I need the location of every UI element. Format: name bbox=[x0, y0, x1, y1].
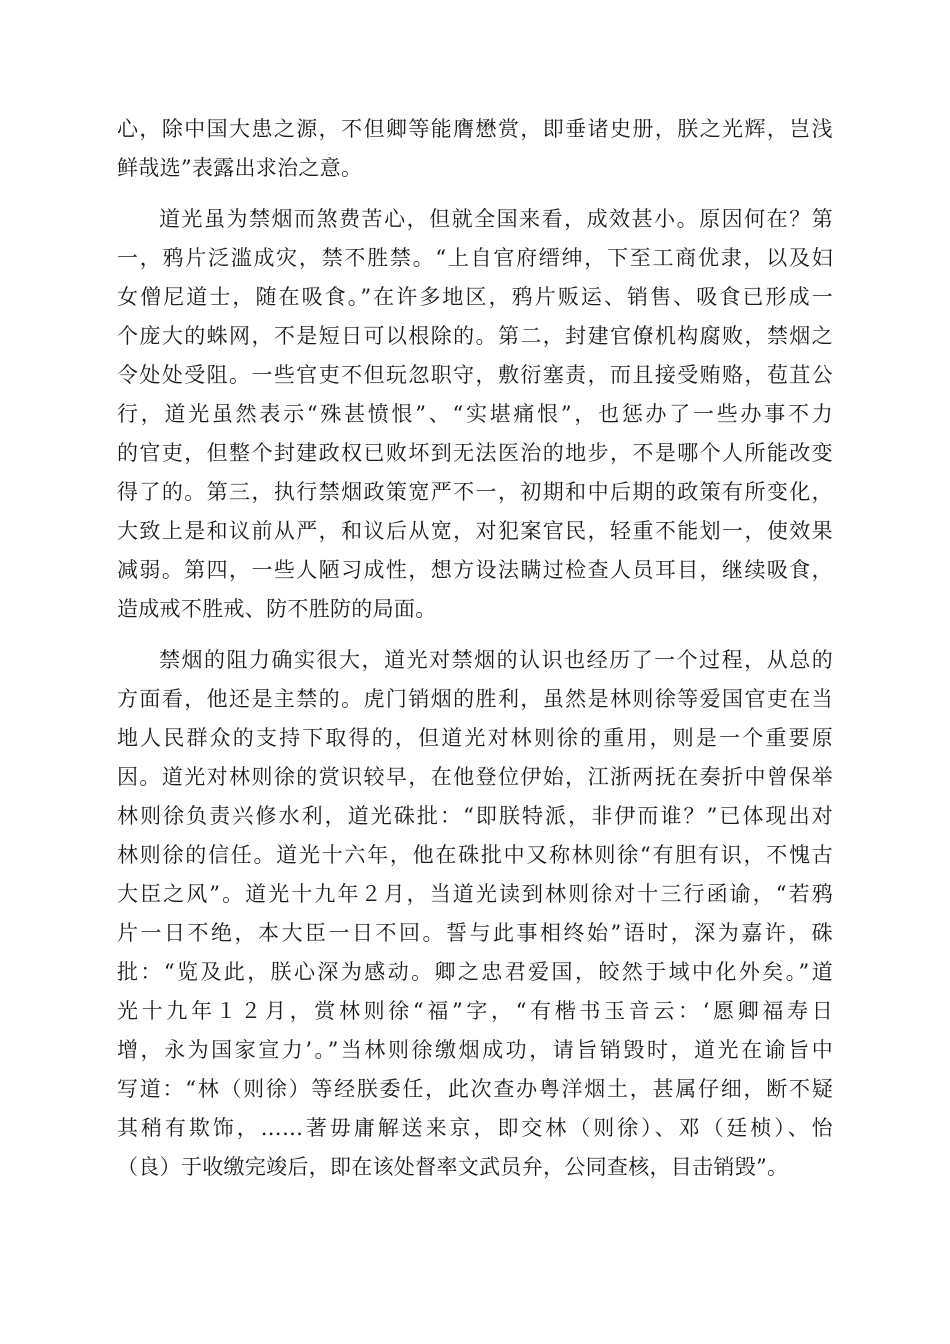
text-line: 女僧尼道士，随在吸食。”在许多地区，鸦片贩运、销售、吸食已形成一 bbox=[117, 285, 833, 309]
paragraph-3 bbox=[117, 641, 833, 1187]
text-line: 因。道光对林则徐的赏识较早，在他登位伊始，江浙两抚在奏折中曾保举 bbox=[117, 765, 833, 789]
text-line: 方面看，他还是主禁的。虎门销烟的胜利，虽然是林则徐等爱国官吏在当 bbox=[117, 687, 833, 711]
text-line: 林则徐负责兴修水利，道光硃批：“即朕特派，非伊而谁？”已体现出对 bbox=[117, 804, 833, 828]
text-line: 光十九年１２月，赏林则徐“福”字，“有楷书玉音云：‘愿卿福寿日 bbox=[117, 999, 833, 1023]
text-line: 批：“览及此，朕心深为感动。卿之忠君爱国，皎然于域中化外矣。”道 bbox=[117, 960, 833, 984]
text-line: 减弱。第四，一些人陋习成性，想方设法瞒过检查人员耳目，继续吸食， bbox=[117, 558, 833, 582]
text-line: 写道：“林（则徐）等经朕委任，此次查办粤洋烟土，甚属仔细，断不疑 bbox=[117, 1077, 833, 1101]
paragraph-2 bbox=[117, 200, 833, 629]
text-line: 大臣之风”。道光十九年２月，当道光读到林则徐对十三行函谕，“若鸦 bbox=[117, 882, 833, 906]
text-line: 鲜哉选”表露出求治之意。 bbox=[117, 156, 363, 180]
text-line: 一，鸦片泛滥成灾，禁不胜禁。“上自官府缙绅，下至工商优隶，以及妇 bbox=[117, 246, 833, 270]
text-line: 其稍有欺饰，……著毋庸解送来京，即交林（则徐）、邓（廷桢）、怡 bbox=[117, 1116, 833, 1140]
text-line: 行，道光虽然表示“殊甚愤恨”、“实堪痛恨”，也惩办了一些办事不力 bbox=[117, 402, 833, 426]
text-line: 林则徐的信任。道光十六年，他在硃批中又称林则徐“有胆有识，不愧古 bbox=[117, 843, 833, 867]
text-line: 的官吏，但整个封建政权已败坏到无法医治的地步，不是哪个人所能改变 bbox=[117, 441, 833, 465]
text-line: 增，永为国家宣力’。”当林则徐缴烟成功，请旨销毁时，道光在谕旨中 bbox=[117, 1038, 833, 1062]
text-line: 片一日不绝，本大臣一日不回。誓与此事相终始”语时，深为嘉许，硃 bbox=[117, 921, 833, 945]
text-line: 令处处受阻。一些官吏不但玩忽职守，敷衍塞责，而且接受贿赂，苞苴公 bbox=[117, 363, 833, 387]
text-line: 造成戒不胜戒、防不胜防的局面。 bbox=[117, 597, 437, 621]
text-line: 个庞大的蛛网，不是短日可以根除的。第二，封建官僚机构腐败，禁烟之 bbox=[117, 324, 833, 348]
text-line: 道光虽为禁烟而煞费苦心，但就全国来看，成效甚小。原因何在？第 bbox=[159, 207, 833, 231]
text-line: 地人民群众的支持下取得的，但道光对林则徐的重用，则是一个重要原 bbox=[117, 726, 833, 750]
text-line: 得了的。第三，执行禁烟政策宽严不一，初期和中后期的政策有所变化， bbox=[117, 480, 833, 504]
text-line: 禁烟的阻力确实很大，道光对禁烟的认识也经历了一个过程，从总的 bbox=[159, 648, 833, 672]
text-line: 心，除中国大患之源，不但卿等能膺懋赏，即垂诸史册，朕之光辉，岂浅 bbox=[117, 117, 833, 141]
paragraph-1 bbox=[117, 110, 833, 188]
text-line: （良）于收缴完竣后，即在该处督率文武员弁，公同查核，目击销毁”。 bbox=[117, 1155, 789, 1179]
text-line: 大致上是和议前从严，和议后从宽，对犯案官民，轻重不能划一，使效果 bbox=[117, 519, 833, 543]
document-body bbox=[117, 110, 833, 1187]
